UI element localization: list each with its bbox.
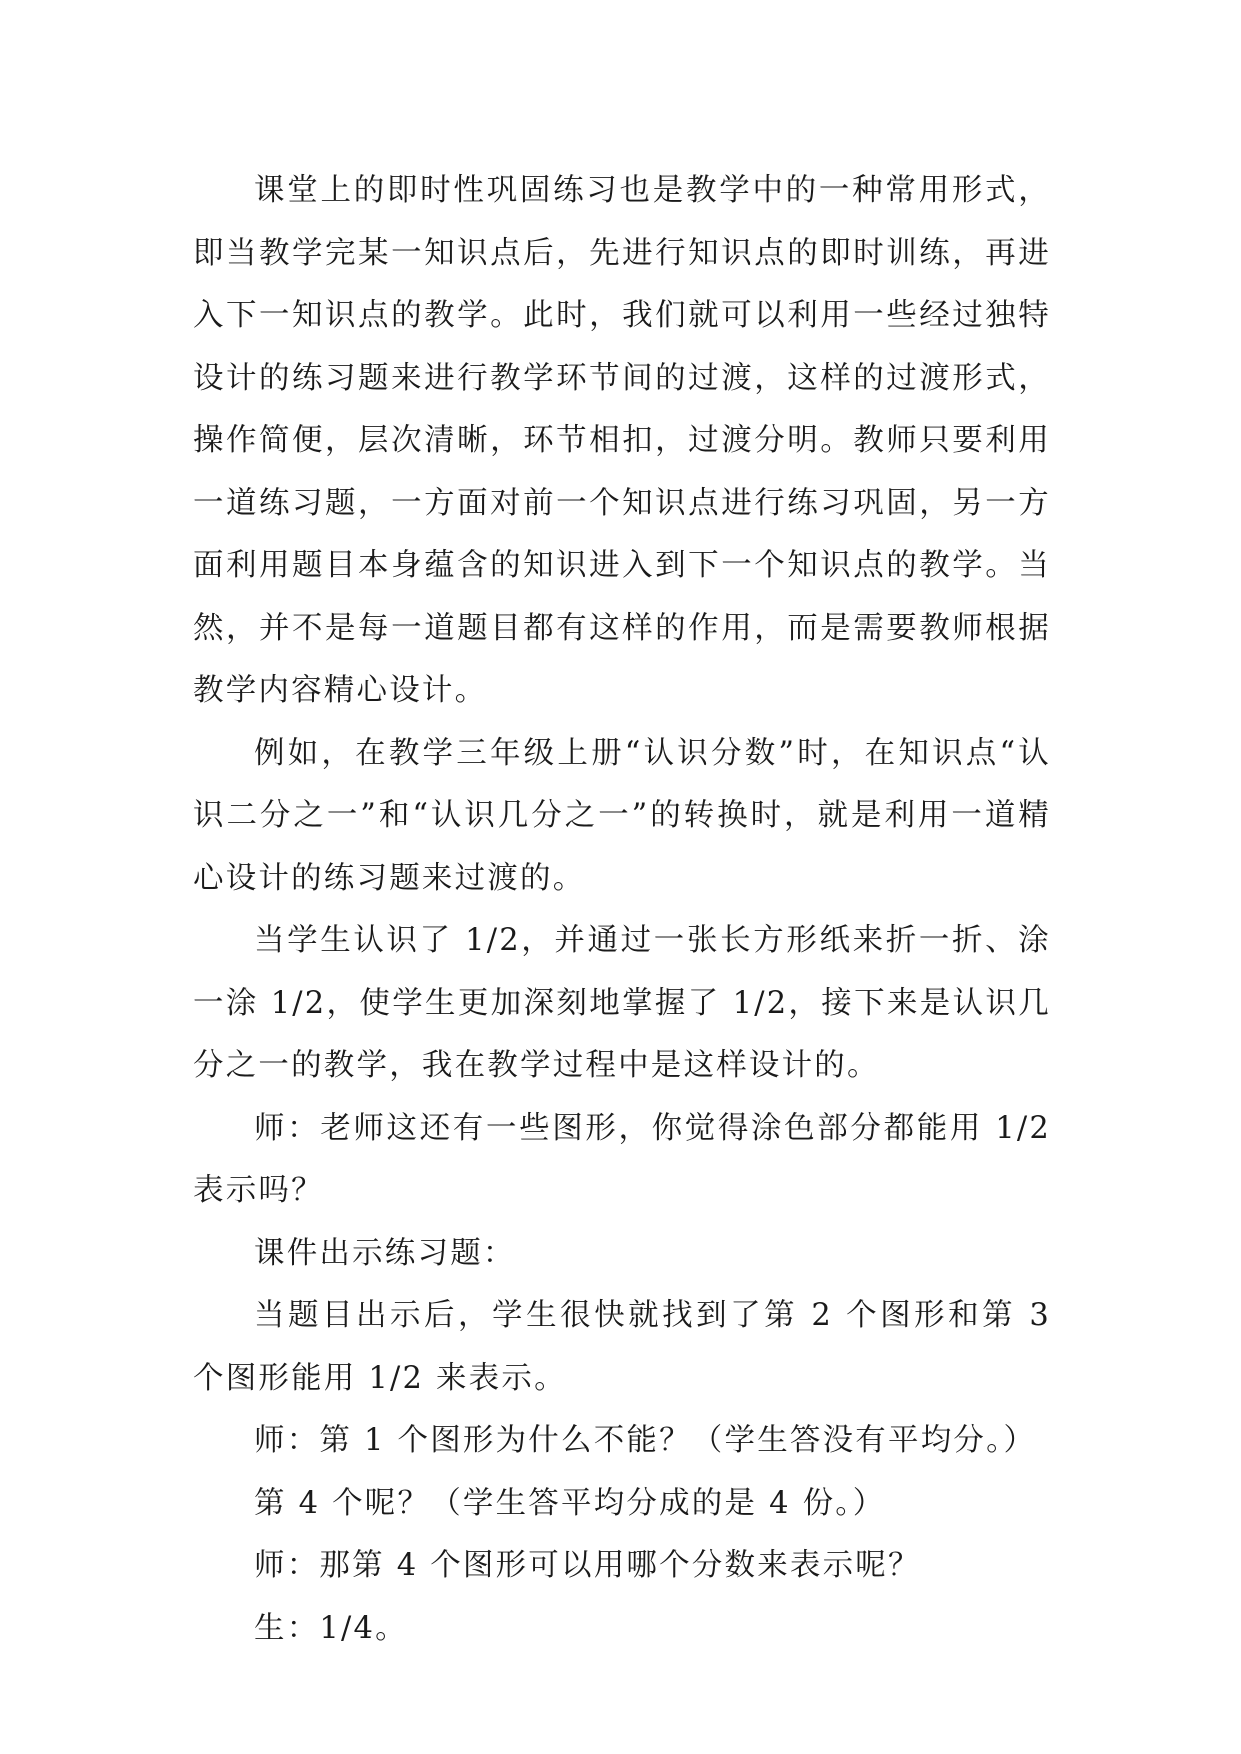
document-body [193,160,1051,1660]
paragraph-courseware: 课件出示练习题： [254,1235,516,1271]
paragraph-teacher-fraction: 师：那第 4 个图形可以用哪个分数来表示呢？ [254,1548,921,1583]
paragraph-student-answer: 生：1/4。 [254,1610,408,1646]
paragraph-example: 例如，在教学三年级上册“认识分数”时，在知识点“认识二分之一”和“认识几分之一”的转换时，就是利用一道精心设计的练习题来过渡的。 [193,735,1051,896]
paragraph-teacher-figure-1: 师：第 1 个图形为什么不能？（学生答没有平均分。） [254,1423,1037,1458]
paragraph-half-lesson: 当学生认识了 1/2，并通过一张长方形纸来折一折、涂一涂 1/2，使学生更加深刻地掌握了 1/2，接下来是认识几分之一的教学，我在教学过程中是这样设计的。 [193,923,1051,1083]
paragraph-student-finding: 当题目出示后，学生很快就找到了第 2 个图形和第 3 个图形能用 1/2 来表示。 [193,1298,1051,1396]
paragraph-exercise-intro: 课堂上的即时性巩固练习也是教学中的一种常用形式，即当教学完某一知识点后，先进行知识点的即时训练，再进入下一知识点的教学。此时，我们就可以利用一些经过独特设计的练习题来进行教学环节间的过渡，这样的过渡形式，操作简便，层次清晰，环节相扣，过渡分明。教师只要利用一道练习题，一方面对前一个知识点进行练习巩固，另一方面利用题目本身蕴含的知识进入到下一个知识点的教学。当然，并不是每一道题目都有这样的作用，而是需要教师根据教学内容精心设计。 [193,173,1051,708]
paragraph-figure-4: 第 4 个呢？（学生答平均分成的是 4 份。） [254,1485,886,1521]
paragraph-teacher-question: 师：老师这还有一些图形，你觉得涂色部分都能用 1/2 表示吗？ [193,1110,1051,1208]
